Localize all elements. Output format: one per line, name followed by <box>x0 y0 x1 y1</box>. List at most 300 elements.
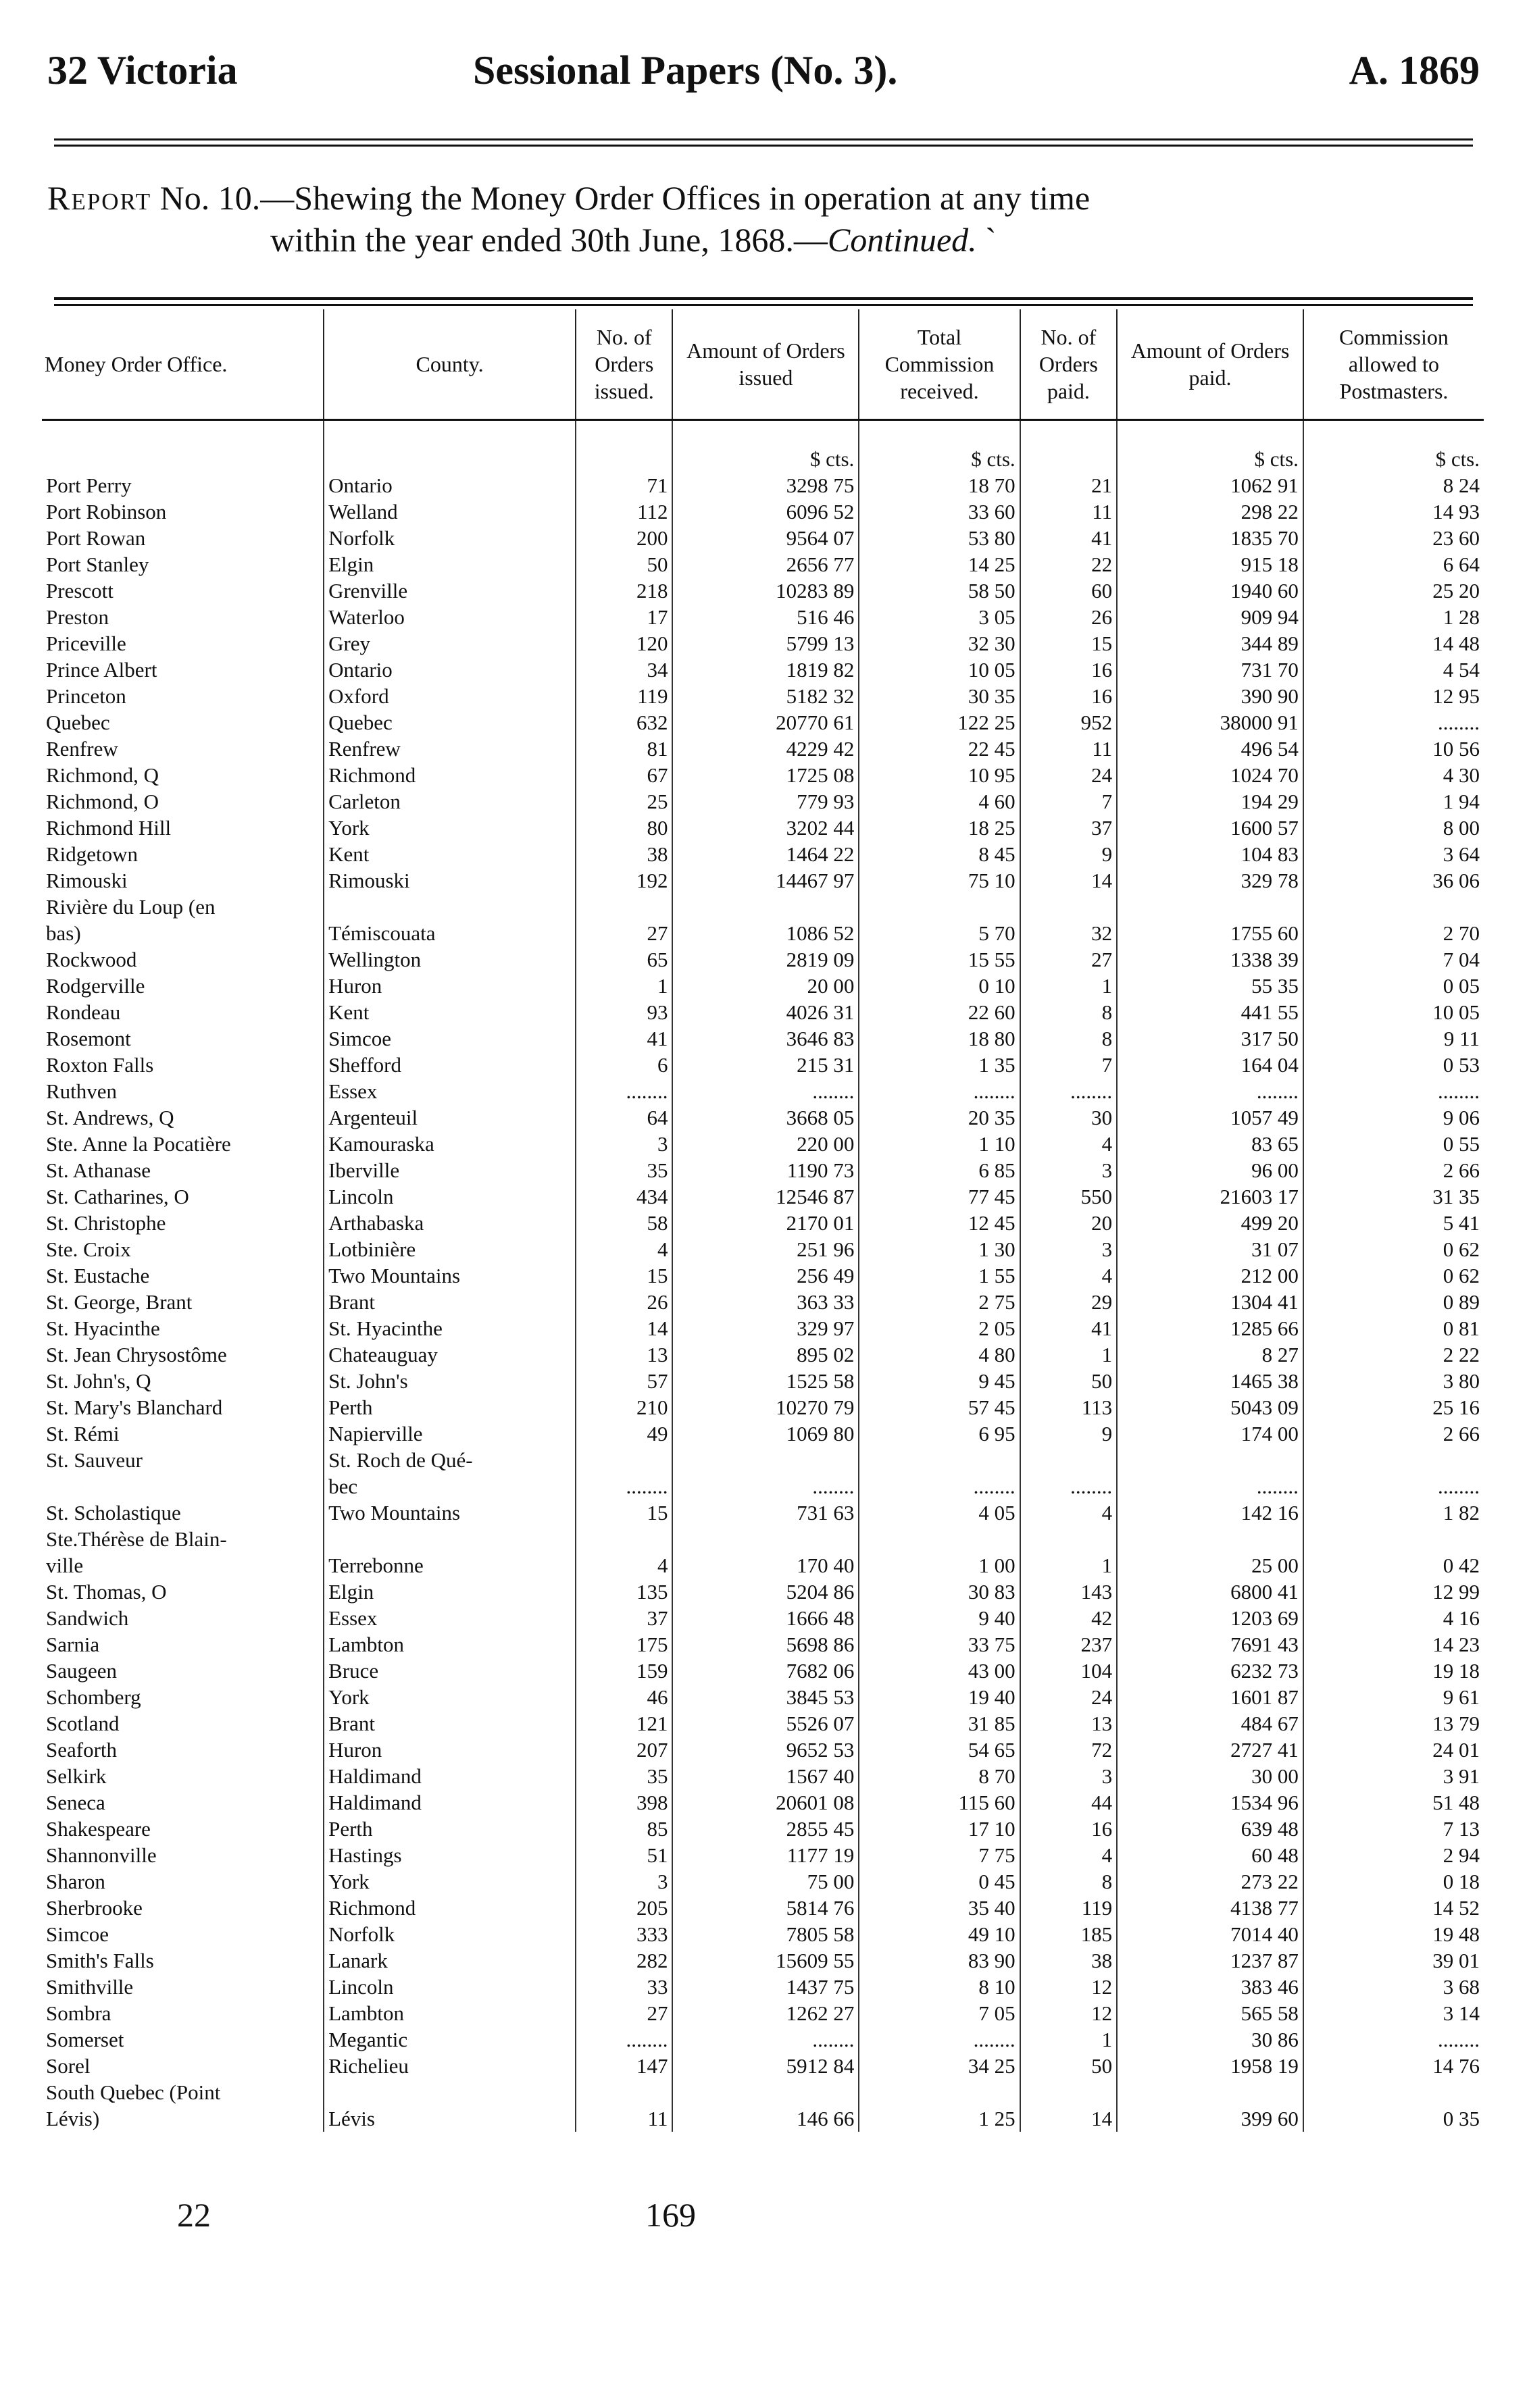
value-cell: 12 <box>1020 2000 1117 2026</box>
value-cell: 0 53 <box>1303 1052 1484 1078</box>
office-cell: Rodgerville <box>46 974 145 998</box>
value-cell: 12 95 <box>1303 683 1484 709</box>
county-cell: Lambton <box>324 1631 576 1658</box>
county-cell: Perth <box>324 1816 576 1842</box>
value-cell: 5043 09 <box>1117 1394 1303 1420</box>
value-cell: 0 55 <box>1303 1131 1484 1157</box>
value-cell: 49 10 <box>859 1921 1020 1947</box>
table-row <box>42 1447 1484 1473</box>
value-cell: 119 <box>1020 1895 1117 1921</box>
value-cell: 41 <box>1020 1315 1117 1341</box>
value-cell: 93 <box>576 999 672 1025</box>
office-cell: St. Rémi <box>46 1422 120 1445</box>
value-cell: ........ <box>1020 1078 1117 1104</box>
value-cell <box>672 2079 859 2105</box>
value-cell: ........ <box>576 1473 672 1500</box>
county-cell: Waterloo <box>324 604 576 630</box>
value-cell: 9 61 <box>1303 1684 1484 1710</box>
county-cell: Lanark <box>324 1947 576 1974</box>
value-cell: 83 90 <box>859 1947 1020 1974</box>
office-cell: Seaforth <box>46 1738 118 1762</box>
office-cell: St. Mary's Blanchard <box>46 1395 223 1419</box>
value-cell: ........ <box>859 1473 1020 1500</box>
value-cell: 19 48 <box>1303 1921 1484 1947</box>
value-cell: 1285 66 <box>1117 1315 1303 1341</box>
header-title: Sessional Papers (No. 3). <box>473 48 898 93</box>
county-cell: Arthabaska <box>324 1210 576 1236</box>
value-cell: 27 <box>576 2000 672 2026</box>
county-cell: Bruce <box>324 1658 576 1684</box>
value-cell: 1062 91 <box>1117 472 1303 498</box>
value-cell: 35 40 <box>859 1895 1020 1921</box>
value-cell: 175 <box>576 1631 672 1658</box>
county-cell: Perth <box>324 1394 576 1420</box>
value-cell: 4 <box>1020 1262 1117 1289</box>
value-cell: 8 <box>1020 999 1117 1025</box>
office-cell: St. Andrews, Q <box>46 1106 174 1129</box>
value-cell: 4 16 <box>1303 1605 1484 1631</box>
value-cell <box>672 894 859 920</box>
value-cell: 13 79 <box>1303 1710 1484 1737</box>
county-cell: York <box>324 1868 576 1895</box>
value-cell: 895 02 <box>672 1341 859 1368</box>
report-label: Report <box>47 179 152 217</box>
table-row <box>42 578 1484 604</box>
value-cell: 2 70 <box>1303 920 1484 946</box>
office-cell: Shakespeare <box>46 1817 151 1841</box>
value-cell: 1177 19 <box>672 1842 859 1868</box>
value-cell: 1 10 <box>859 1131 1020 1157</box>
value-cell: 10283 89 <box>672 578 859 604</box>
county-cell: Oxford <box>324 683 576 709</box>
value-cell: 1567 40 <box>672 1763 859 1789</box>
table-row <box>42 1763 1484 1789</box>
office-cell: Scotland <box>46 1712 120 1735</box>
office-cell: Sombra <box>46 2001 111 2025</box>
office-cell: Saugeen <box>46 1659 118 1683</box>
office-cell: Prince Albert <box>46 658 157 682</box>
value-cell: 1 28 <box>1303 604 1484 630</box>
value-cell: 33 60 <box>859 498 1020 525</box>
column-header: County. <box>324 309 576 420</box>
table-row <box>42 920 1484 946</box>
table-row <box>42 1789 1484 1816</box>
value-cell: ........ <box>1117 1078 1303 1104</box>
value-cell: 5799 13 <box>672 630 859 657</box>
office-cell: St. Sauveur <box>46 1448 143 1472</box>
value-cell: 1069 80 <box>672 1420 859 1447</box>
office-cell: Sandwich <box>46 1606 129 1630</box>
county-cell: Megantic <box>324 2026 576 2053</box>
value-cell: 38000 91 <box>1117 709 1303 736</box>
county-cell <box>324 894 576 920</box>
value-cell: 915 18 <box>1117 551 1303 578</box>
office-cell: Shannonville <box>46 1843 157 1867</box>
unit-cell <box>42 420 324 473</box>
county-cell: Haldimand <box>324 1763 576 1789</box>
office-cell: Port Robinson <box>46 500 167 523</box>
office-cell: Ste. Anne la Pocatière <box>46 1132 231 1156</box>
value-cell: 6 64 <box>1303 551 1484 578</box>
office-cell: St. Eustache <box>46 1264 150 1287</box>
county-cell: Richelieu <box>324 2053 576 2079</box>
value-cell <box>859 894 1020 920</box>
value-cell: 0 42 <box>1303 1552 1484 1579</box>
value-cell: 4 <box>576 1552 672 1579</box>
value-cell <box>576 1447 672 1473</box>
value-cell: 23 60 <box>1303 525 1484 551</box>
value-cell: 0 35 <box>1303 2105 1484 2132</box>
value-cell: 27 <box>1020 946 1117 973</box>
value-cell: 30 00 <box>1117 1763 1303 1789</box>
office-cell: Port Perry <box>46 473 132 497</box>
value-cell: 16 <box>1020 1816 1117 1842</box>
office-cell: Selkirk <box>46 1764 107 1788</box>
office-cell: St. Hyacinthe <box>46 1316 160 1340</box>
value-cell: 58 <box>576 1210 672 1236</box>
value-cell: 2656 77 <box>672 551 859 578</box>
value-cell: 3 91 <box>1303 1763 1484 1789</box>
office-cell: St. George, Brant <box>46 1290 193 1314</box>
value-cell: 1 00 <box>859 1552 1020 1579</box>
value-cell: 1534 96 <box>1117 1789 1303 1816</box>
value-cell <box>1303 2079 1484 2105</box>
value-cell: 8 <box>1020 1868 1117 1895</box>
table-row <box>42 683 1484 709</box>
value-cell: 26 <box>576 1289 672 1315</box>
value-cell: 0 62 <box>1303 1262 1484 1289</box>
value-cell: 147 <box>576 2053 672 2079</box>
value-cell: 4 05 <box>859 1500 1020 1526</box>
value-cell: 185 <box>1020 1921 1117 1947</box>
value-cell: 4138 77 <box>1117 1895 1303 1921</box>
table-row <box>42 1157 1484 1183</box>
value-cell: 2 75 <box>859 1289 1020 1315</box>
value-cell: 146 66 <box>672 2105 859 2132</box>
value-cell: 113 <box>1020 1394 1117 1420</box>
value-cell: 41 <box>576 1025 672 1052</box>
office-cell: Roxton Falls <box>46 1053 154 1077</box>
value-cell: 9 06 <box>1303 1104 1484 1131</box>
value-cell: 14 <box>1020 2105 1117 2132</box>
value-cell: 39 01 <box>1303 1947 1484 1974</box>
value-cell: 5182 32 <box>672 683 859 709</box>
value-cell: 29 <box>1020 1289 1117 1315</box>
table-row <box>42 2079 1484 2105</box>
value-cell: 12546 87 <box>672 1183 859 1210</box>
value-cell: 1 <box>576 973 672 999</box>
office-cell: Somerset <box>46 2028 124 2051</box>
value-cell: 16 <box>1020 683 1117 709</box>
value-cell: 31 35 <box>1303 1183 1484 1210</box>
value-cell: 7 04 <box>1303 946 1484 973</box>
value-cell: 4 54 <box>1303 657 1484 683</box>
office-cell: South Quebec (Point <box>46 2080 221 2104</box>
value-cell: 7682 06 <box>672 1658 859 1684</box>
value-cell: 1024 70 <box>1117 762 1303 788</box>
county-cell: Rimouski <box>324 867 576 894</box>
unit-cell <box>324 420 576 473</box>
value-cell: 7 <box>1020 1052 1117 1078</box>
value-cell <box>1020 894 1117 920</box>
value-cell: 3 <box>1020 1236 1117 1262</box>
value-cell: 14 52 <box>1303 1895 1484 1921</box>
value-cell: 215 31 <box>672 1052 859 1078</box>
value-cell: 14 23 <box>1303 1631 1484 1658</box>
value-cell: 17 <box>576 604 672 630</box>
table-row <box>42 1052 1484 1078</box>
value-cell: 4 <box>1020 1131 1117 1157</box>
county-cell: Ontario <box>324 657 576 683</box>
value-cell: 0 45 <box>859 1868 1020 1895</box>
value-cell: 2170 01 <box>672 1210 859 1236</box>
value-cell: 731 63 <box>672 1500 859 1526</box>
county-cell <box>324 1526 576 1552</box>
value-cell: ........ <box>576 2026 672 2053</box>
value-cell: 15 <box>576 1500 672 1526</box>
table-row <box>42 1974 1484 2000</box>
county-cell: Haldimand <box>324 1789 576 1816</box>
office-cell: Princeton <box>46 684 126 708</box>
value-cell: 15609 55 <box>672 1947 859 1974</box>
value-cell: 13 <box>576 1341 672 1368</box>
value-cell: 0 89 <box>1303 1289 1484 1315</box>
value-cell: 4 80 <box>859 1341 1020 1368</box>
value-cell: 10 05 <box>859 657 1020 683</box>
value-cell: 112 <box>576 498 672 525</box>
value-cell: 1 <box>1020 973 1117 999</box>
value-cell: 164 04 <box>1117 1052 1303 1078</box>
value-cell: 363 33 <box>672 1289 859 1315</box>
value-cell: 159 <box>576 1658 672 1684</box>
table-row <box>42 472 1484 498</box>
value-cell: 282 <box>576 1947 672 1974</box>
value-cell: 33 <box>576 1974 672 2000</box>
table-row <box>42 2000 1484 2026</box>
county-cell: St. Roch de Qué- <box>324 1447 576 1473</box>
value-cell: 2727 41 <box>1117 1737 1303 1763</box>
value-cell: 220 00 <box>672 1131 859 1157</box>
value-cell: 11 <box>576 2105 672 2132</box>
column-header: No. of Orders issued. <box>576 309 672 420</box>
county-cell: Norfolk <box>324 1921 576 1947</box>
value-cell: 104 <box>1020 1658 1117 1684</box>
unit-cell: $ cts. <box>1117 420 1303 473</box>
value-cell: 14 48 <box>1303 630 1484 657</box>
county-cell: Lotbinière <box>324 1236 576 1262</box>
value-cell: 2 66 <box>1303 1157 1484 1183</box>
county-cell: Lévis <box>324 2105 576 2132</box>
value-cell: 1464 22 <box>672 841 859 867</box>
value-cell: 120 <box>576 630 672 657</box>
value-cell: 1 30 <box>859 1236 1020 1262</box>
table-row <box>42 1315 1484 1341</box>
office-cell: Prescott <box>46 579 114 603</box>
office-cell: St. Jean Chrysostôme <box>46 1343 227 1366</box>
table-row <box>42 841 1484 867</box>
value-cell: 3 64 <box>1303 841 1484 867</box>
value-cell: 41 <box>1020 525 1117 551</box>
county-cell: Kent <box>324 841 576 867</box>
table-row <box>42 1868 1484 1895</box>
value-cell: 1 94 <box>1303 788 1484 815</box>
county-cell: bec <box>324 1473 576 1500</box>
table-row <box>42 1394 1484 1420</box>
value-cell: 2855 45 <box>672 1816 859 1842</box>
value-cell: 4 <box>1020 1842 1117 1868</box>
value-cell: 65 <box>576 946 672 973</box>
value-cell: 24 <box>1020 1684 1117 1710</box>
value-cell: 30 83 <box>859 1579 1020 1605</box>
value-cell: 731 70 <box>1117 657 1303 683</box>
value-cell: 1 <box>1020 1341 1117 1368</box>
county-cell: St. Hyacinthe <box>324 1315 576 1341</box>
table-row <box>42 1816 1484 1842</box>
value-cell: 50 <box>1020 2053 1117 2079</box>
table-row <box>42 1895 1484 1921</box>
value-cell: 18 25 <box>859 815 1020 841</box>
value-cell: 4 <box>576 1236 672 1262</box>
value-cell <box>1020 2079 1117 2105</box>
county-cell: Kamouraska <box>324 1131 576 1157</box>
office-cell: Port Stanley <box>46 553 149 576</box>
value-cell: 46 <box>576 1684 672 1710</box>
value-cell: 1 25 <box>859 2105 1020 2132</box>
value-cell: 51 48 <box>1303 1789 1484 1816</box>
value-cell: 25 16 <box>1303 1394 1484 1420</box>
county-cell: Two Mountains <box>324 1262 576 1289</box>
county-cell: Huron <box>324 973 576 999</box>
value-cell: 9652 53 <box>672 1737 859 1763</box>
value-cell: 237 <box>1020 1631 1117 1658</box>
table-row <box>42 999 1484 1025</box>
value-cell: 5204 86 <box>672 1579 859 1605</box>
value-cell: 1 82 <box>1303 1500 1484 1526</box>
value-cell: 80 <box>576 815 672 841</box>
value-cell: 50 <box>1020 1368 1117 1394</box>
value-cell: 85 <box>576 1816 672 1842</box>
value-cell: 3 <box>1020 1157 1117 1183</box>
value-cell: 496 54 <box>1117 736 1303 762</box>
unit-cell: $ cts. <box>859 420 1020 473</box>
office-cell <box>42 1473 324 1500</box>
value-cell: 15 55 <box>859 946 1020 973</box>
value-cell: 6 95 <box>859 1420 1020 1447</box>
value-cell: 18 80 <box>859 1025 1020 1052</box>
value-cell: ........ <box>859 1078 1020 1104</box>
value-cell <box>576 1526 672 1552</box>
value-cell: 9 40 <box>859 1605 1020 1631</box>
value-cell: 1304 41 <box>1117 1289 1303 1315</box>
value-cell: 484 67 <box>1117 1710 1303 1737</box>
value-cell <box>1117 894 1303 920</box>
column-header: Money Order Office. <box>42 309 324 420</box>
value-cell: 71 <box>576 472 672 498</box>
table-row <box>42 630 1484 657</box>
footer-left-number: 22 <box>177 2196 211 2234</box>
value-cell: 49 <box>576 1420 672 1447</box>
table-row <box>42 1210 1484 1236</box>
office-cell: Smith's Falls <box>46 1949 154 1972</box>
value-cell: 104 83 <box>1117 841 1303 867</box>
value-cell: 0 62 <box>1303 1236 1484 1262</box>
value-cell: 122 25 <box>859 709 1020 736</box>
value-cell: 30 <box>1020 1104 1117 1131</box>
table-row <box>42 815 1484 841</box>
value-cell: 53 80 <box>859 525 1020 551</box>
value-cell: 20 35 <box>859 1104 1020 1131</box>
value-cell: 81 <box>576 736 672 762</box>
table-row <box>42 1579 1484 1605</box>
county-cell: Essex <box>324 1078 576 1104</box>
value-cell: ........ <box>576 1078 672 1104</box>
value-cell: 8 10 <box>859 1974 1020 2000</box>
value-cell: 170 40 <box>672 1552 859 1579</box>
value-cell: 7 <box>1020 788 1117 815</box>
office-cell: St. Thomas, O <box>46 1580 167 1604</box>
value-cell: 36 06 <box>1303 867 1484 894</box>
table-row <box>42 946 1484 973</box>
value-cell: 7 13 <box>1303 1816 1484 1842</box>
county-cell: Richmond <box>324 762 576 788</box>
value-cell: 38 <box>1020 1947 1117 1974</box>
office-cell: Simcoe <box>46 1922 109 1946</box>
header-session: 32 Victoria <box>47 48 238 93</box>
value-cell: 12 99 <box>1303 1579 1484 1605</box>
value-cell: 14 <box>576 1315 672 1341</box>
value-cell <box>1117 2079 1303 2105</box>
county-cell: Napierville <box>324 1420 576 1447</box>
table-row <box>42 788 1484 815</box>
office-cell: Ruthven <box>46 1079 118 1103</box>
value-cell: 207 <box>576 1737 672 1763</box>
county-cell: Brant <box>324 1710 576 1737</box>
value-cell: 1262 27 <box>672 2000 859 2026</box>
county-cell: Elgin <box>324 551 576 578</box>
value-cell: 218 <box>576 578 672 604</box>
value-cell: 119 <box>576 683 672 709</box>
value-cell: 5 41 <box>1303 1210 1484 1236</box>
value-cell: 24 <box>1020 762 1117 788</box>
value-cell: 22 60 <box>859 999 1020 1025</box>
value-cell: 499 20 <box>1117 1210 1303 1236</box>
value-cell: ........ <box>1303 2026 1484 2053</box>
table-top-rule-2 <box>54 304 1473 306</box>
value-cell: 33 75 <box>859 1631 1020 1658</box>
value-cell: 3 14 <box>1303 2000 1484 2026</box>
value-cell: 3845 53 <box>672 1684 859 1710</box>
value-cell: 67 <box>576 762 672 788</box>
value-cell: 38 <box>576 841 672 867</box>
office-cell: Rivière du Loup (en <box>46 895 216 919</box>
value-cell: 7691 43 <box>1117 1631 1303 1658</box>
table-row <box>42 1183 1484 1210</box>
value-cell: 30 35 <box>859 683 1020 709</box>
value-cell: 43 00 <box>859 1658 1020 1684</box>
table-top-rule <box>54 297 1473 300</box>
value-cell: 10 05 <box>1303 999 1484 1025</box>
value-cell: 1725 08 <box>672 762 859 788</box>
value-cell: 75 00 <box>672 1868 859 1895</box>
value-cell: 10 56 <box>1303 736 1484 762</box>
value-cell: 15 <box>1020 630 1117 657</box>
county-cell: York <box>324 1684 576 1710</box>
table-row <box>42 1341 1484 1368</box>
value-cell: 55 35 <box>1117 973 1303 999</box>
value-cell: 35 <box>576 1157 672 1183</box>
office-cell: Lévis) <box>46 2107 100 2130</box>
table-row <box>42 1552 1484 1579</box>
